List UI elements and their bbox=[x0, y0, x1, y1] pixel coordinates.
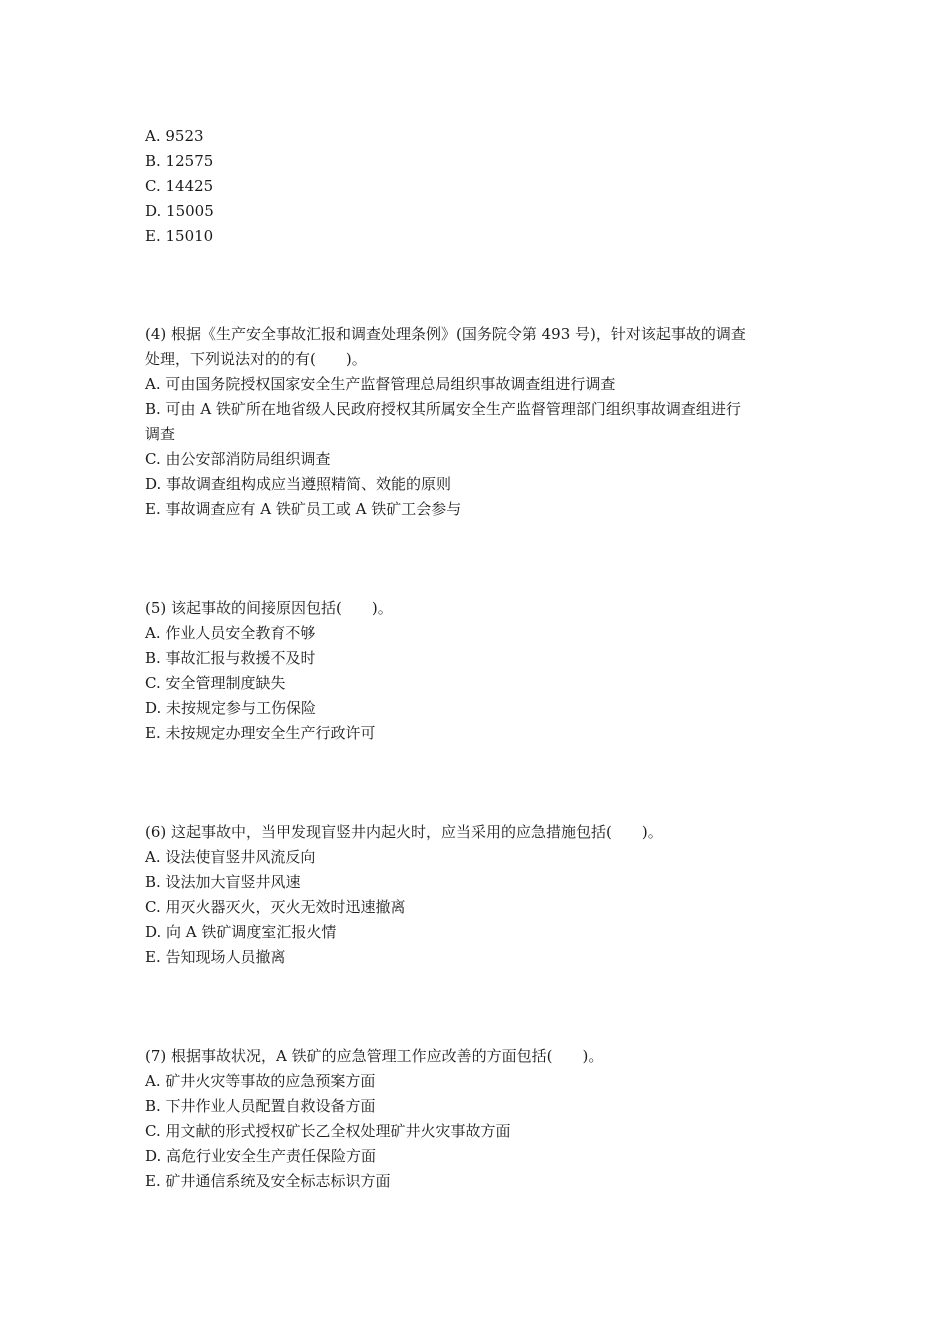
option-e: E. 告知现场人员撤离 bbox=[145, 948, 286, 966]
question-stem: (7) 根据事故状况，A 铁矿的应急管理工作应改善的方面包括( )。 bbox=[145, 1047, 604, 1065]
option-e: E. 未按规定办理安全生产行政许可 bbox=[145, 724, 376, 742]
option-d: D. 事故调查组构成应当遵照精简、效能的原则 bbox=[145, 475, 452, 493]
option-a: A. 设法使盲竖井风流反向 bbox=[145, 848, 316, 866]
option-c: C. 由公安部消防局组织调查 bbox=[145, 450, 331, 468]
option-b: B. 可由 A 铁矿所在地省级人民政府授权其所属安全生产监督管理部门组织事故调查组进行 bbox=[145, 400, 741, 418]
question-stem: (5) 该起事故的间接原因包括( )。 bbox=[145, 599, 393, 617]
option-b: B. 设法加大盲竖井风速 bbox=[145, 873, 301, 891]
question-stem-line1: (4) 根据《生产安全事故汇报和调查处理条例》(国务院令第 493 号)，针对该起事故的调查 bbox=[145, 325, 746, 343]
question-4 bbox=[145, 322, 815, 522]
question-stem-line2: 处理，下列说法对的的有( )。 bbox=[145, 350, 367, 368]
option-b: B. 下井作业人员配置自救设备方面 bbox=[145, 1097, 376, 1115]
option-d: D. 未按规定参与工伤保险 bbox=[145, 699, 317, 717]
option-c: C. 用文献的形式授权矿长乙全权处理矿井火灾事故方面 bbox=[145, 1122, 511, 1140]
option-d: D. 15005 bbox=[145, 202, 214, 220]
question-5 bbox=[145, 596, 815, 746]
option-a: A. 作业人员安全教育不够 bbox=[145, 624, 316, 642]
option-c: C. 14425 bbox=[145, 177, 214, 195]
option-e: E. 事故调查应有 A 铁矿员工或 A 铁矿工会参与 bbox=[145, 500, 462, 518]
option-b-continued: 调查 bbox=[145, 425, 176, 443]
option-e: E. 矿井通信系统及安全标志标识方面 bbox=[145, 1172, 391, 1190]
question-7 bbox=[145, 1044, 815, 1194]
option-a: A. 9523 bbox=[145, 127, 204, 145]
option-c: C. 安全管理制度缺失 bbox=[145, 674, 286, 692]
option-c: C. 用灭火器灭火，灭火无效时迅速撤离 bbox=[145, 898, 406, 916]
question-prev-options bbox=[145, 124, 815, 249]
option-b: B. 事故汇报与救援不及时 bbox=[145, 649, 316, 667]
option-a: A. 矿井火灾等事故的应急预案方面 bbox=[145, 1072, 376, 1090]
option-a: A. 可由国务院授权国家安全生产监督管理总局组织事故调查组进行调查 bbox=[145, 375, 616, 393]
option-d: D. 向 A 铁矿调度室汇报火情 bbox=[145, 923, 337, 941]
question-6 bbox=[145, 820, 815, 970]
option-d: D. 高危行业安全生产责任保险方面 bbox=[145, 1147, 377, 1165]
question-stem: (6) 这起事故中，当甲发现盲竖井内起火时，应当采用的应急措施包括( )。 bbox=[145, 823, 663, 841]
option-e: E. 15010 bbox=[145, 227, 214, 245]
option-b: B. 12575 bbox=[145, 152, 214, 170]
